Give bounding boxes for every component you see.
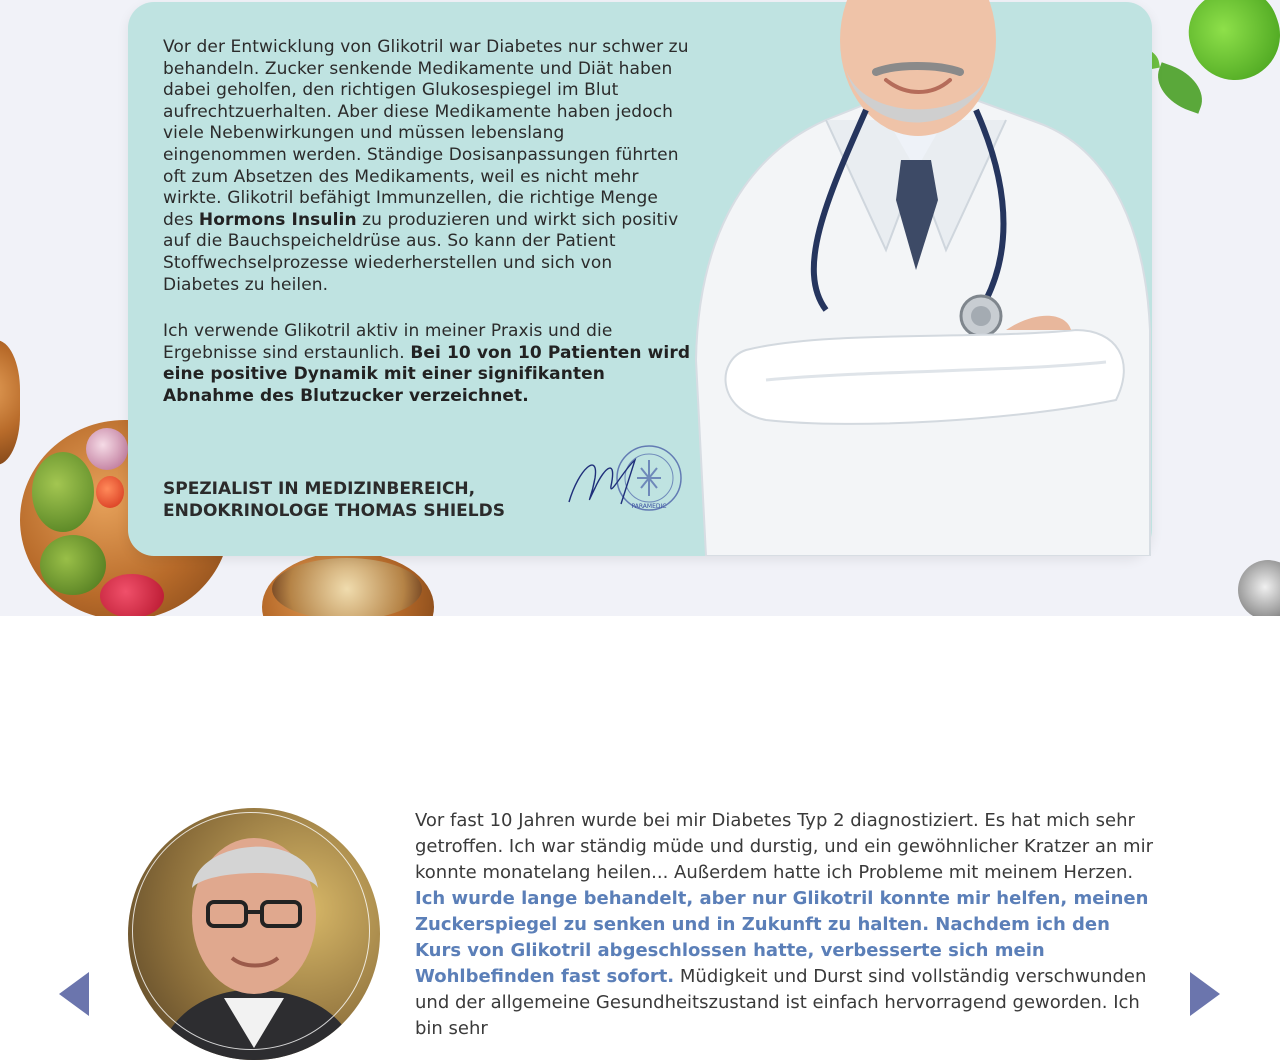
quote-text-part: zu produzieren und wirkt sich positiv auf die Bauchspeicheldrüse aus. So kann der Patient Stoffwechselprozesse wiederherstellen und sich von Diabetes zu heilen. [163,209,679,295]
chevron-left-icon[interactable] [59,972,89,1016]
stamp-text: PARAMEDIC [631,503,667,510]
doctor-signature-role [163,478,563,522]
signature-stamp-icon [565,438,685,518]
avatar-ring [132,812,370,1050]
leaf-decoration [1149,62,1210,114]
broccoli-decoration [32,452,94,532]
doctor-portrait [676,0,1152,556]
stethoscope-decoration [1238,560,1280,616]
quote-paragraph-1 [163,37,691,296]
quote-text-part: Vor der Entwicklung von Glikotril war Diabetes nur schwer zu behandeln. Zucker senkende Medikamente und Diät haben dabei geholfen, den richtigen Glukosespiegel im Blut aufrechtzuerhalten. Aber diese Medikamente haben jedoch viele Nebenwirkungen und müssen lebenslang eingenommen werden. Ständige Dosisanpassungen führten oft zum Absetzen des Medikaments, weil es nicht mehr wirkte. Glikotril befähigt Immunzellen, die richtige Menge des [163,37,689,230]
nuts-decoration [272,558,422,616]
tomato-decoration [96,476,124,508]
quote-bold-text: Bei 10 von 10 Patienten wird eine positive Dynamik mit einer signifikanten Abnahme des Blutzucker verzeichnet. [163,342,691,406]
quote-text-part: Ich verwende Glikotril aktiv in meiner Praxis und die Ergebnisse sind erstaunlich. [163,321,613,363]
doctor-name-line: ENDOKRINOLOGE THOMAS SHIELDS [163,501,505,521]
quote-bold-text: Hormons Insulin [198,209,357,230]
quote-paragraph-2 [163,321,691,407]
chevron-right-icon[interactable] [1190,972,1220,1016]
doctor-quote-text [163,37,691,408]
strawberry-decoration [100,574,164,616]
doctor-role-line: SPEZIALIST IN MEDIZINBEREICH, [163,479,476,499]
onion-decoration [86,428,128,470]
food-bowl-decoration [0,340,20,465]
testimonial-text [415,808,1155,1042]
testimonial-text-part: Müdigkeit und Durst sind vollständig verschwunden und der allgemeine Gesundheitszustand ist einfach hervorragend geworden. Ich bin sehr [415,966,1147,1039]
broccoli-decoration [40,535,106,595]
testimonial-highlight: Ich wurde lange behandelt, aber nur Glikotril konnte mir helfen, meinen Zuckerspiegel zu senken und in Zukunft zu halten. Nachdem ich den Kurs von Glikotril abgeschlossen hatte, verbesserte sich mein Wohlbefinden fast sofort. [415,888,1149,987]
testimonial-text-part: Vor fast 10 Jahren wurde bei mir Diabetes Typ 2 diagnostiziert. Es hat mich sehr getroffen. Ich war ständig müde und durstig, und ein gewöhnlicher Kratzer an mir konnte monatelang heilen... Außerdem hatte ich Probleme mit meinem Herzen. [415,810,1153,883]
